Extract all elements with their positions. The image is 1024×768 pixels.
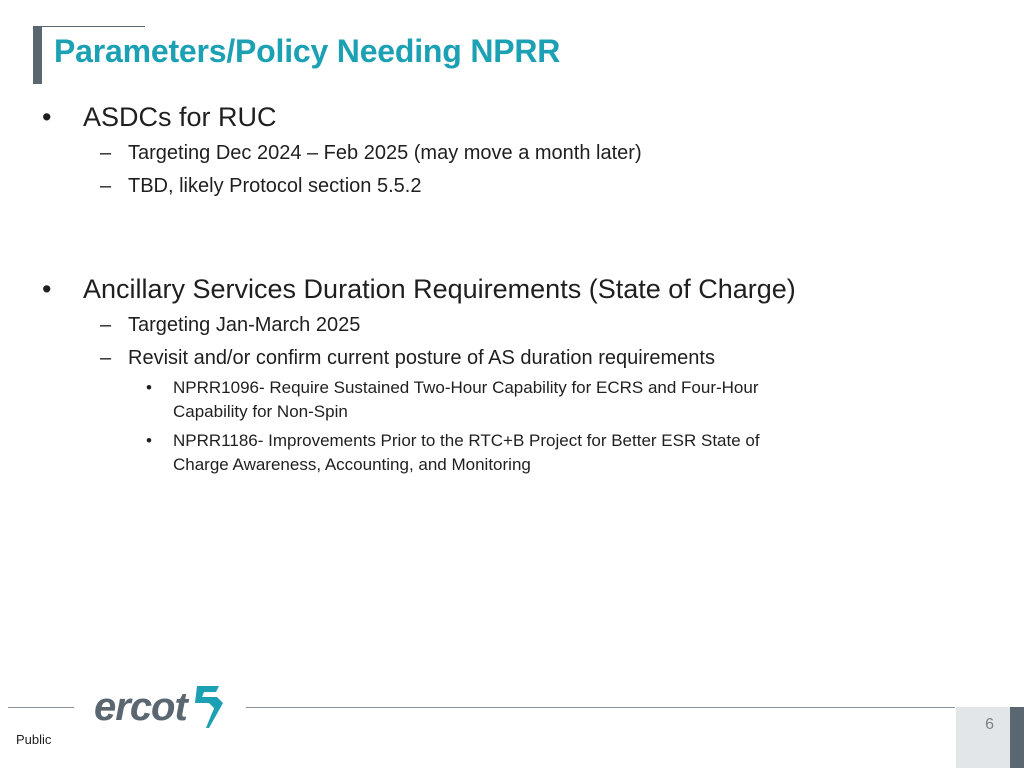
sub-bullet-targeting-dec: Targeting Dec 2024 – Feb 2025 (may move a month later) (128, 142, 642, 164)
page-number: 6 (985, 716, 994, 733)
classification-label: Public (16, 732, 52, 747)
logo-wordmark: ercot (94, 685, 187, 729)
slide-title: Parameters/Policy Needing NPRR (54, 33, 561, 69)
page-number-container (956, 716, 1010, 734)
sub-bullet-marker: – (100, 314, 112, 336)
bullet-as-duration-requirements: Ancillary Services Duration Requirements (State of Charge) (83, 274, 796, 304)
ercot-logo (94, 684, 225, 730)
bullet-marker: • (42, 102, 52, 132)
third-level-marker: • (146, 431, 152, 450)
page-edge-bar (1010, 707, 1024, 768)
sub-bullet-targeting-jan: Targeting Jan-March 2025 (128, 314, 361, 336)
sub-bullet-tbd-protocol: TBD, likely Protocol section 5.5.2 (128, 175, 422, 197)
lightning-bolt-icon (189, 684, 225, 730)
title-accent-rule (42, 26, 145, 27)
footer-rule-left (8, 707, 74, 708)
third-level-marker: • (146, 378, 152, 397)
nprr1186-line1: NPRR1186- Improvements Prior to the RTC+B Project for Better ESR State of (173, 431, 760, 450)
sub-bullet-marker: – (100, 347, 112, 369)
nprr1186-line2: Charge Awareness, Accounting, and Monitoring (173, 455, 531, 474)
nprr1096-line1: NPRR1096- Require Sustained Two-Hour Capability for ECRS and Four-Hour (173, 378, 759, 397)
nprr1096-line2: Capability for Non-Spin (173, 402, 348, 421)
sub-bullet-marker: – (100, 142, 112, 164)
bullet-marker: • (42, 274, 52, 304)
title-accent-bar (33, 26, 42, 84)
footer-rule-right (246, 707, 955, 708)
bullet-asdcs-for-ruc: ASDCs for RUC (83, 102, 277, 132)
sub-bullet-revisit-confirm: Revisit and/or confirm current posture of AS duration requirements (128, 347, 715, 369)
sub-bullet-marker: – (100, 175, 112, 197)
